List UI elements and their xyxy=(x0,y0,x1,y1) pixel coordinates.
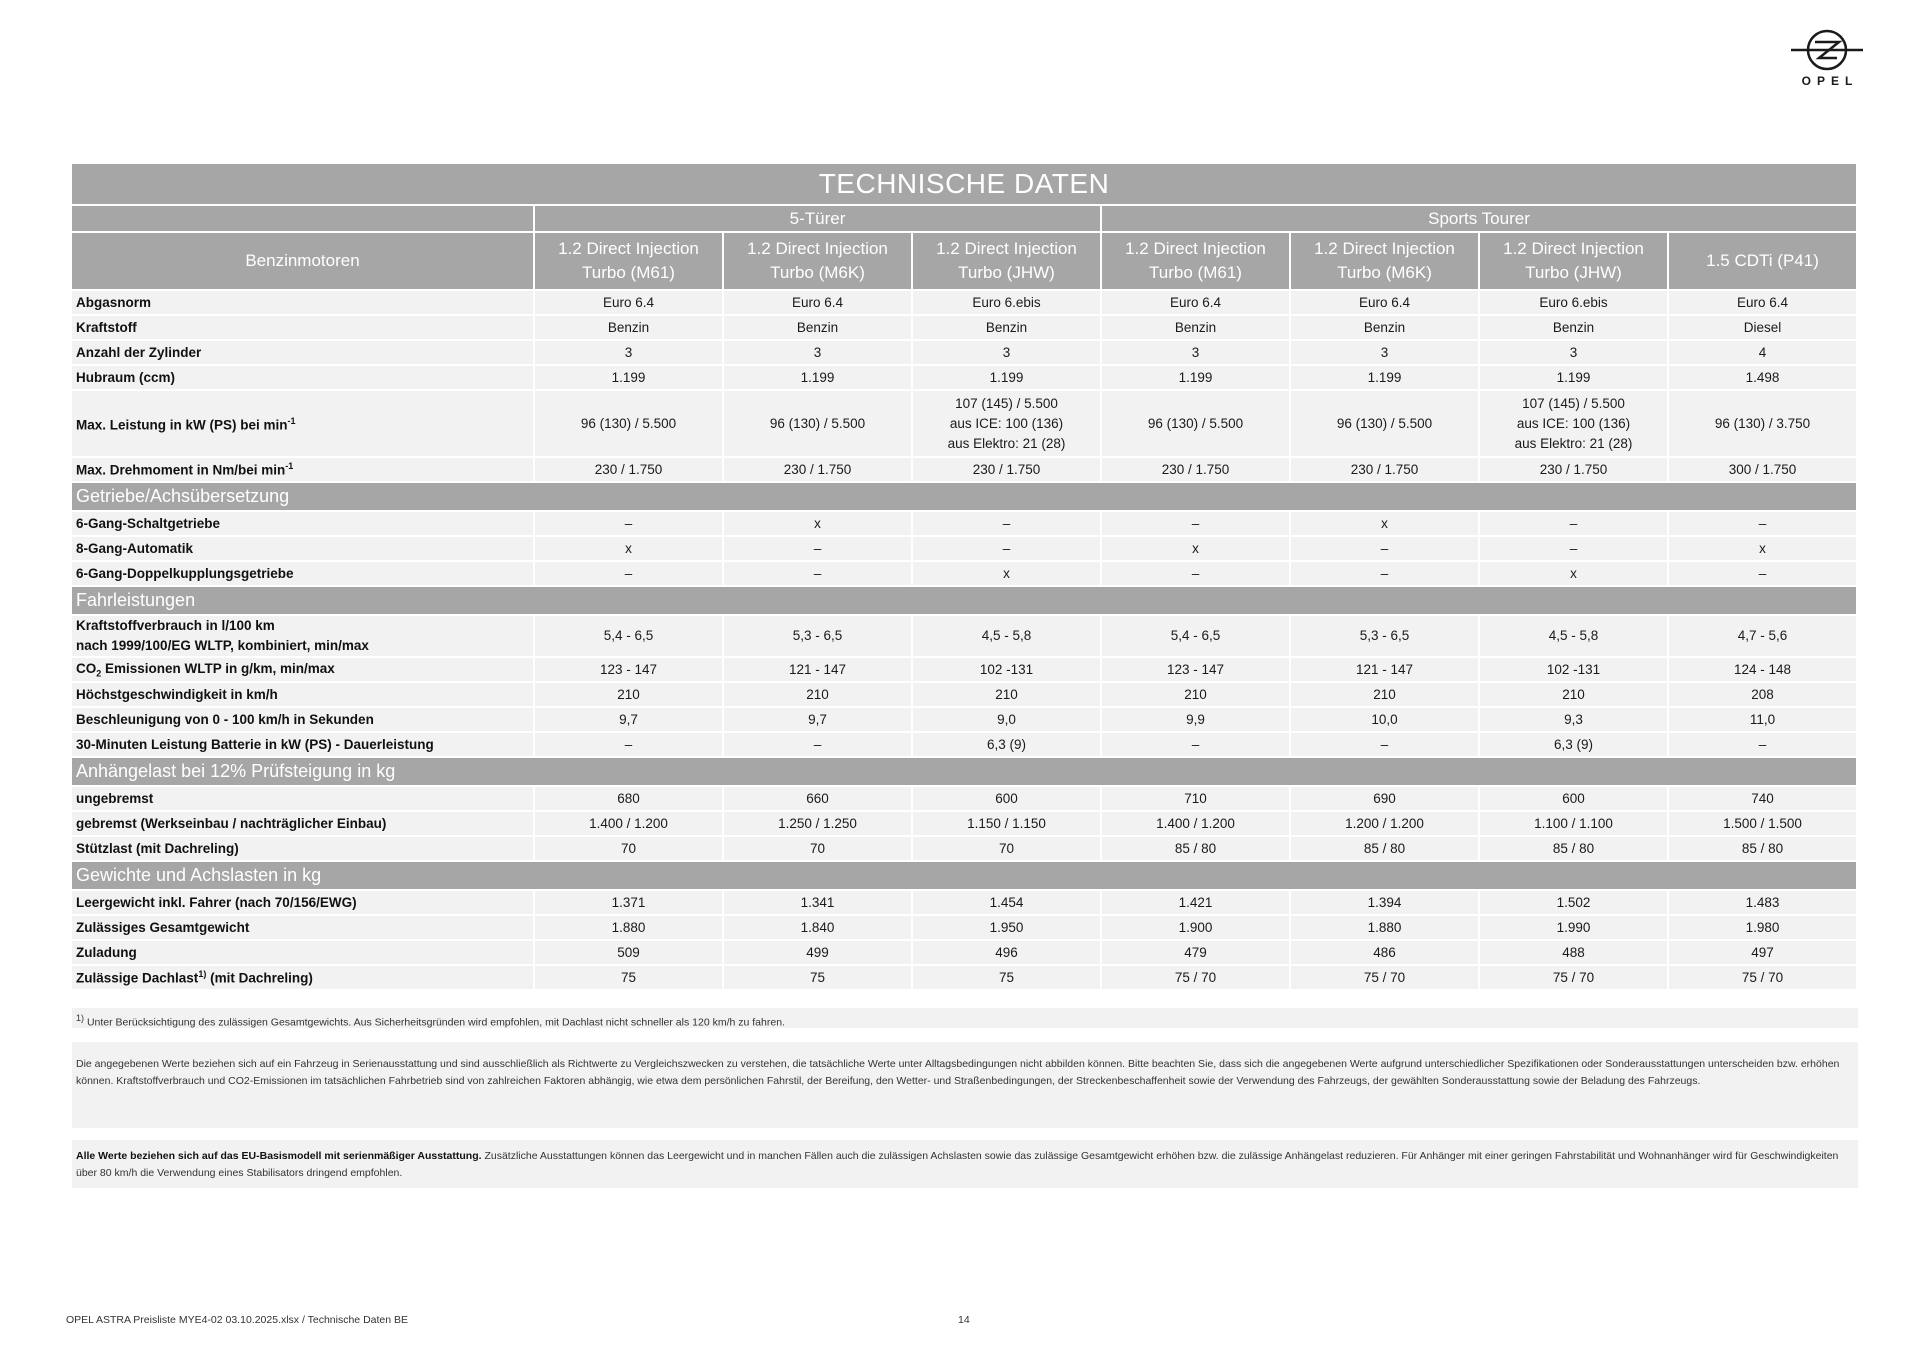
row-value: Euro 6.4 xyxy=(534,290,723,315)
footnote-text: Unter Berücksichtigung des zulässigen Gesamtgewichts. Aus Sicherheitsgründen wird empfohlen, mit Dachlast nicht schneller als 120 km/h zu fahren. xyxy=(86,1016,785,1029)
brand-name: OPEL xyxy=(1801,74,1859,88)
row-value: – xyxy=(534,561,723,586)
table-row xyxy=(72,511,1857,536)
row-value: 1.199 xyxy=(1101,365,1290,390)
table-row xyxy=(72,786,1857,811)
model-header-line: 1.2 Direct Injection xyxy=(558,239,699,258)
row-value: – xyxy=(534,732,723,757)
table-row xyxy=(72,915,1857,940)
row-value: x xyxy=(534,536,723,561)
table-row xyxy=(72,340,1857,365)
row-value: 9,3 xyxy=(1479,707,1668,732)
row-value: 6,3 (9) xyxy=(1479,732,1668,757)
row-value: 1.950 xyxy=(912,915,1101,940)
row-value: x xyxy=(723,511,912,536)
row-value: – xyxy=(912,536,1101,561)
table-row xyxy=(72,615,1857,657)
row-value: Benzin xyxy=(912,315,1101,340)
model-header-line: 1.2 Direct Injection xyxy=(936,239,1077,258)
row-value: 499 xyxy=(723,940,912,965)
row-value: 1.880 xyxy=(534,915,723,940)
row-value: 230 / 1.750 xyxy=(723,457,912,482)
model-header-line: Turbo (JHW) xyxy=(958,263,1055,282)
row-value-line: 96 (130) / 3.750 xyxy=(1714,415,1811,431)
table-row xyxy=(72,965,1857,990)
group-sports-tourer: Sports Tourer xyxy=(1101,205,1857,232)
row-value: Benzin xyxy=(1290,315,1479,340)
row-label: Abgasnorm xyxy=(72,290,534,315)
row-value: 210 xyxy=(1290,682,1479,707)
row-value: 509 xyxy=(534,940,723,965)
row-value: Euro 6.4 xyxy=(1290,290,1479,315)
row-value: 1.400 / 1.200 xyxy=(1101,811,1290,836)
lead-header: Benzinmotoren xyxy=(72,232,534,290)
row-value: 210 xyxy=(912,682,1101,707)
row-label: Zuladung xyxy=(72,940,534,965)
row-value: 124 - 148 xyxy=(1668,657,1857,682)
model-header-line: 1.2 Direct Injection xyxy=(1125,239,1266,258)
row-value: 75 / 70 xyxy=(1479,965,1668,990)
row-value-line: 96 (130) / 5.500 xyxy=(1147,415,1244,431)
row-value: 486 xyxy=(1290,940,1479,965)
row-value-line: 107 (145) / 5.500 xyxy=(1522,395,1625,411)
row-label: 8-Gang-Automatik xyxy=(72,536,534,561)
row-value-line: aus Elektro: 21 (28) xyxy=(947,435,1066,451)
row-label-text: Zulässige Dachlast xyxy=(76,970,199,986)
model-header-line: Turbo (M6K) xyxy=(770,263,865,282)
row-value: 497 xyxy=(1668,940,1857,965)
row-value: – xyxy=(1479,511,1668,536)
row-value: 9,0 xyxy=(912,707,1101,732)
row-label xyxy=(72,965,534,990)
row-value: 70 xyxy=(723,836,912,861)
row-value: x xyxy=(912,561,1101,586)
row-value: 690 xyxy=(1290,786,1479,811)
row-value: 600 xyxy=(912,786,1101,811)
opel-logo xyxy=(1784,28,1870,104)
row-value: 70 xyxy=(534,836,723,861)
row-value: – xyxy=(1479,536,1668,561)
base-model-note-bold: Alle Werte beziehen sich auf das EU-Basismodell mit serienmäßiger Ausstattung. xyxy=(76,1150,482,1162)
section-row xyxy=(72,861,1857,890)
model-header xyxy=(1668,232,1857,290)
base-model-note xyxy=(72,1140,1858,1188)
row-value: 1.150 / 1.150 xyxy=(912,811,1101,836)
row-value: 1.421 xyxy=(1101,890,1290,915)
row-value: 488 xyxy=(1479,940,1668,965)
row-value: 85 / 80 xyxy=(1101,836,1290,861)
row-value: 4,5 - 5,8 xyxy=(1479,615,1668,657)
row-value: 300 / 1.750 xyxy=(1668,457,1857,482)
row-value: 1.250 / 1.250 xyxy=(723,811,912,836)
row-value: Euro 6.4 xyxy=(1668,290,1857,315)
disclaimer: Die angegebenen Werte beziehen sich auf ein Fahrzeug in Serienausstattung und sind ausschließlich als Richtwerte zu Vergleichszwecken zu verstehen, die tatsächliche Werte unter Alltagsbedingungen nicht abbilden können. Bitte beachten Sie, dass sich die angegebenen Werte aufgrund unterschiedlicher Spezifikationen oder Sonderausstattungen unterscheiden bzw. erhöhen können. Kraftstoffverbrauch und CO2-Emissionen im tatsächlichen Fahrbetrieb sind von zahlreichen Faktoren abhängig, wie etwa dem persönlichen Fahrstil, der Bereifung, den Wetter- und Straßenbedingungen, der Streckenbeschaffenheit sowie der Verwendung des Fahrzeugs, der gewählten Sonderausstattung sowie der Beladung des Fahrzeugs. xyxy=(72,1042,1858,1128)
row-value: 75 / 70 xyxy=(1290,965,1479,990)
row-value: 9,7 xyxy=(723,707,912,732)
row-value xyxy=(1290,390,1479,457)
footnote-mark: 1) xyxy=(76,1013,85,1023)
section-row xyxy=(72,482,1857,511)
row-value-line: 107 (145) / 5.500 xyxy=(955,395,1058,411)
row-value: 210 xyxy=(1101,682,1290,707)
row-label-sup: 1) xyxy=(198,969,207,980)
title-row xyxy=(72,164,1857,205)
row-value: 230 / 1.750 xyxy=(912,457,1101,482)
row-value: x xyxy=(1290,511,1479,536)
row-value: – xyxy=(723,536,912,561)
row-value: Euro 6.ebis xyxy=(912,290,1101,315)
row-value: 75 xyxy=(723,965,912,990)
model-header-line: 1.2 Direct Injection xyxy=(747,239,888,258)
row-value: 11,0 xyxy=(1668,707,1857,732)
table-row xyxy=(72,732,1857,757)
row-label-sub: 2 xyxy=(96,668,102,679)
group-spacer xyxy=(72,205,534,232)
row-value: 740 xyxy=(1668,786,1857,811)
row-value: – xyxy=(1101,732,1290,757)
row-value: 230 / 1.750 xyxy=(1290,457,1479,482)
row-value: 1.502 xyxy=(1479,890,1668,915)
row-value: 5,4 - 6,5 xyxy=(1101,615,1290,657)
row-value: 600 xyxy=(1479,786,1668,811)
row-value: 1.483 xyxy=(1668,890,1857,915)
row-value: x xyxy=(1668,536,1857,561)
row-value: x xyxy=(1101,536,1290,561)
row-label-text: CO xyxy=(76,660,97,676)
table-row xyxy=(72,811,1857,836)
row-value: Benzin xyxy=(1479,315,1668,340)
row-value: – xyxy=(1290,732,1479,757)
model-header-line: Turbo (M61) xyxy=(1149,263,1242,282)
table-row xyxy=(72,890,1857,915)
row-value xyxy=(723,390,912,457)
row-value xyxy=(1668,390,1857,457)
row-value: 121 - 147 xyxy=(1290,657,1479,682)
row-value: 1.840 xyxy=(723,915,912,940)
row-value: 123 - 147 xyxy=(1101,657,1290,682)
row-value: – xyxy=(1101,561,1290,586)
row-value: 1.400 / 1.200 xyxy=(534,811,723,836)
row-value: 1.199 xyxy=(912,365,1101,390)
row-value: 75 xyxy=(534,965,723,990)
row-value: 3 xyxy=(534,340,723,365)
row-value: 5,3 - 6,5 xyxy=(723,615,912,657)
table-row xyxy=(72,536,1857,561)
row-label-line: Kraftstoffverbrauch in l/100 km xyxy=(76,618,275,633)
row-value: 1.100 / 1.100 xyxy=(1479,811,1668,836)
row-label-sup: -1 xyxy=(285,461,294,472)
row-value: 710 xyxy=(1101,786,1290,811)
table-row xyxy=(72,836,1857,861)
table-row xyxy=(72,561,1857,586)
row-value: 4 xyxy=(1668,340,1857,365)
opel-blitz-icon xyxy=(1789,28,1865,72)
table-title: TECHNISCHE DATEN xyxy=(72,164,1857,205)
row-value: – xyxy=(912,511,1101,536)
row-value: – xyxy=(534,511,723,536)
row-value: 208 xyxy=(1668,682,1857,707)
row-value: Benzin xyxy=(534,315,723,340)
model-header-line: 1.2 Direct Injection xyxy=(1314,239,1455,258)
row-value: 75 xyxy=(912,965,1101,990)
row-label-text: Max. Leistung in kW (PS) bei min xyxy=(76,417,288,433)
row-label: Stützlast (mit Dachreling) xyxy=(72,836,534,861)
row-value: 3 xyxy=(912,340,1101,365)
row-value: 1.498 xyxy=(1668,365,1857,390)
row-value: 70 xyxy=(912,836,1101,861)
row-value: 85 / 80 xyxy=(1290,836,1479,861)
row-value: – xyxy=(1290,561,1479,586)
row-value: Diesel xyxy=(1668,315,1857,340)
row-label: Zulässiges Gesamtgewicht xyxy=(72,915,534,940)
row-value: 123 - 147 xyxy=(534,657,723,682)
section-row xyxy=(72,586,1857,615)
row-value: – xyxy=(723,732,912,757)
row-value: Euro 6.4 xyxy=(1101,290,1290,315)
row-value-line: aus ICE: 100 (136) xyxy=(1516,415,1631,431)
row-value: 5,3 - 6,5 xyxy=(1290,615,1479,657)
row-value: Benzin xyxy=(1101,315,1290,340)
row-value: 479 xyxy=(1101,940,1290,965)
row-value xyxy=(1101,390,1290,457)
row-value: Benzin xyxy=(723,315,912,340)
row-value: 5,4 - 6,5 xyxy=(534,615,723,657)
table-row xyxy=(72,315,1857,340)
row-value: 660 xyxy=(723,786,912,811)
row-value: 680 xyxy=(534,786,723,811)
row-value: 1.454 xyxy=(912,890,1101,915)
row-value: 4,5 - 5,8 xyxy=(912,615,1101,657)
row-label-text: Max. Drehmoment in Nm/bei min xyxy=(76,462,286,478)
row-value: 1.371 xyxy=(534,890,723,915)
row-label xyxy=(72,615,534,657)
row-value-line: 96 (130) / 5.500 xyxy=(1336,415,1433,431)
table-row xyxy=(72,290,1857,315)
model-header xyxy=(912,232,1101,290)
row-value: 230 / 1.750 xyxy=(1101,457,1290,482)
base-model-note-text: Zusätzliche Ausstattungen können das Leergewicht und in manchen Fällen auch die zulässigen Achslasten sowie das zulässige Gesamtgewicht erhöhen bzw. die zulässige Anhängelast reduzieren. Für Anhänger mit einer geringen Fahrstabilität und Wohnanhänger wird für Geschwindigkeiten über 80 km/h die Verwendung eines Stabilisators dringend empfohlen. xyxy=(76,1150,1839,1179)
row-label-text: (mit Dachreling) xyxy=(206,970,313,986)
row-label: Hubraum (ccm) xyxy=(72,365,534,390)
model-header xyxy=(1290,232,1479,290)
row-label: Kraftstoff xyxy=(72,315,534,340)
technical-data-table xyxy=(72,164,1858,991)
row-value: Euro 6.ebis xyxy=(1479,290,1668,315)
model-header-line: Turbo (JHW) xyxy=(1525,263,1622,282)
model-header-line: Turbo (M6K) xyxy=(1337,263,1432,282)
model-header xyxy=(1101,232,1290,290)
row-value: – xyxy=(1101,511,1290,536)
page-number: 14 xyxy=(958,1314,970,1326)
technical-data-table-wrapper xyxy=(72,164,1858,991)
row-value: 3 xyxy=(1479,340,1668,365)
section-gewichte: Gewichte und Achslasten in kg xyxy=(72,861,1857,890)
footer-file: OPEL ASTRA Preisliste MYE4-02 03.10.2025.xlsx / Technische Daten BE xyxy=(66,1314,409,1326)
row-value: 1.394 xyxy=(1290,890,1479,915)
model-header xyxy=(1479,232,1668,290)
section-anhaengelast: Anhängelast bei 12% Prüfsteigung in kg xyxy=(72,757,1857,786)
table-row xyxy=(72,682,1857,707)
row-value: x xyxy=(1479,561,1668,586)
model-header-line: Turbo (M61) xyxy=(582,263,675,282)
row-value: – xyxy=(1668,511,1857,536)
row-value: 121 - 147 xyxy=(723,657,912,682)
row-value: 230 / 1.750 xyxy=(1479,457,1668,482)
table-row xyxy=(72,457,1857,482)
row-value: 210 xyxy=(534,682,723,707)
section-row xyxy=(72,757,1857,786)
row-label: Beschleunigung von 0 - 100 km/h in Sekunden xyxy=(72,707,534,732)
row-label-line: nach 1999/100/EG WLTP, kombiniert, min/max xyxy=(76,638,369,653)
table-row xyxy=(72,707,1857,732)
row-label xyxy=(72,657,534,682)
row-value-line: 96 (130) / 5.500 xyxy=(769,415,866,431)
row-value: 210 xyxy=(1479,682,1668,707)
row-value-line: aus Elektro: 21 (28) xyxy=(1514,435,1633,451)
row-value: 6,3 (9) xyxy=(912,732,1101,757)
group-5-tuerer: 5-Türer xyxy=(534,205,1101,232)
model-header-line: 1.5 CDTi (P41) xyxy=(1706,251,1819,270)
row-value: 1.200 / 1.200 xyxy=(1290,811,1479,836)
row-value: Euro 6.4 xyxy=(723,290,912,315)
row-value-line: 96 (130) / 5.500 xyxy=(580,415,677,431)
row-value: 10,0 xyxy=(1290,707,1479,732)
row-value: 1.341 xyxy=(723,890,912,915)
model-header-row xyxy=(72,232,1857,290)
row-value: 1.900 xyxy=(1101,915,1290,940)
row-value xyxy=(534,390,723,457)
table-row xyxy=(72,657,1857,682)
row-value: 102 -131 xyxy=(912,657,1101,682)
row-value: 75 / 70 xyxy=(1101,965,1290,990)
row-value: 230 / 1.750 xyxy=(534,457,723,482)
table-row xyxy=(72,365,1857,390)
row-value: 4,7 - 5,6 xyxy=(1668,615,1857,657)
row-value xyxy=(1479,390,1668,457)
model-header-line: 1.2 Direct Injection xyxy=(1503,239,1644,258)
row-value-line: aus ICE: 100 (136) xyxy=(949,415,1064,431)
row-label xyxy=(72,390,534,457)
row-value: – xyxy=(1668,732,1857,757)
row-label: 30-Minuten Leistung Batterie in kW (PS) - Dauerleistung xyxy=(72,732,534,757)
row-value: 9,7 xyxy=(534,707,723,732)
footnote xyxy=(72,1008,1858,1028)
row-label: Anzahl der Zylinder xyxy=(72,340,534,365)
row-value: – xyxy=(1290,536,1479,561)
row-value: 85 / 80 xyxy=(1479,836,1668,861)
table-row xyxy=(72,390,1857,457)
model-header xyxy=(723,232,912,290)
row-value: 3 xyxy=(723,340,912,365)
row-label xyxy=(72,457,534,482)
row-label: 6-Gang-Doppelkupplungsgetriebe xyxy=(72,561,534,586)
row-value xyxy=(912,390,1101,457)
row-value: 1.880 xyxy=(1290,915,1479,940)
row-value: 3 xyxy=(1290,340,1479,365)
section-fahrleistungen: Fahrleistungen xyxy=(72,586,1857,615)
row-value: – xyxy=(723,561,912,586)
row-value: 75 / 70 xyxy=(1668,965,1857,990)
row-value: 1.199 xyxy=(534,365,723,390)
row-value: 1.199 xyxy=(723,365,912,390)
table-row xyxy=(72,940,1857,965)
row-value: 1.199 xyxy=(1479,365,1668,390)
group-row xyxy=(72,205,1857,232)
row-label-text: Emissionen WLTP in g/km, min/max xyxy=(101,660,335,676)
row-value: 1.500 / 1.500 xyxy=(1668,811,1857,836)
row-value: 9,9 xyxy=(1101,707,1290,732)
row-label: ungebremst xyxy=(72,786,534,811)
model-header xyxy=(534,232,723,290)
row-label: Leergewicht inkl. Fahrer (nach 70/156/EWG) xyxy=(72,890,534,915)
row-value: 1.199 xyxy=(1290,365,1479,390)
row-value: – xyxy=(1668,561,1857,586)
row-value: 210 xyxy=(723,682,912,707)
row-value: 3 xyxy=(1101,340,1290,365)
row-label-sup: -1 xyxy=(287,416,296,427)
row-value: 1.990 xyxy=(1479,915,1668,940)
section-getriebe: Getriebe/Achsübersetzung xyxy=(72,482,1857,511)
row-value: 85 / 80 xyxy=(1668,836,1857,861)
row-value: 1.980 xyxy=(1668,915,1857,940)
row-label: gebremst (Werkseinbau / nachträglicher Einbau) xyxy=(72,811,534,836)
row-value: 102 -131 xyxy=(1479,657,1668,682)
row-label: Höchstgeschwindigkeit in km/h xyxy=(72,682,534,707)
row-label: 6-Gang-Schaltgetriebe xyxy=(72,511,534,536)
row-value: 496 xyxy=(912,940,1101,965)
